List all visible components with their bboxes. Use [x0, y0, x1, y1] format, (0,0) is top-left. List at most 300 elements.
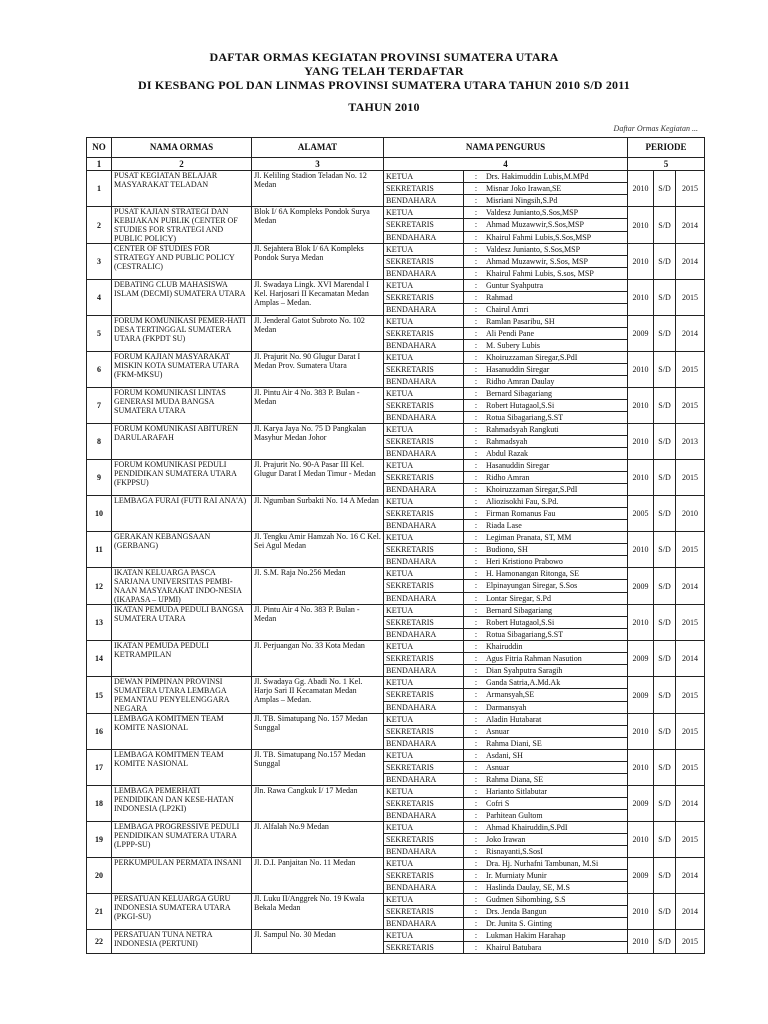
officer-role: KETUA — [384, 244, 464, 256]
officer-name: Budiono, SH — [486, 545, 528, 554]
ormas-name — [112, 858, 252, 894]
officer-name-cell — [464, 580, 628, 592]
officer-role: KETUA — [384, 496, 464, 508]
period-end: 2014 — [676, 316, 705, 352]
officer-name: Armansyah,SE — [486, 690, 535, 700]
officer-name: Khairul Batubara — [486, 943, 542, 952]
colon-separator: : — [474, 847, 478, 856]
ormas-name — [112, 352, 252, 388]
row-number: 4 — [87, 280, 112, 316]
officer-name-cell — [464, 665, 628, 677]
officer-name: Rahmadsyah — [486, 437, 528, 446]
ormas-name — [112, 750, 252, 786]
officer-name: Ahmad Khairuddin,S.PdI — [486, 823, 568, 832]
period-end: 2015 — [676, 280, 705, 316]
header-nama-pengurus: NAMA PENGURUS — [384, 138, 628, 158]
ormas-address — [252, 677, 384, 714]
officer-name-cell — [464, 460, 628, 472]
period-end: 2014 — [676, 568, 705, 605]
row-number: 17 — [87, 750, 112, 786]
officer-name-cell — [464, 436, 628, 448]
officer-name: Elpinayungan Siregar, S.Sos — [486, 581, 578, 591]
ormas-name-text: CENTER OF STUDIES FOR STRATEGY AND PUBLIC POLICY (CESTRALIC) — [114, 244, 235, 271]
colon-separator: : — [474, 521, 478, 530]
officer-role: KETUA — [384, 822, 464, 834]
officer-name: Haslinda Daulay, SE, M.S — [486, 883, 570, 892]
officer-role: SEKRETARIS — [384, 906, 464, 918]
officer-name-cell — [464, 882, 628, 894]
officer-role: KETUA — [384, 894, 464, 906]
officer-role: BENDAHARA — [384, 340, 464, 352]
colon-separator: : — [474, 751, 478, 760]
officer-name-cell — [464, 352, 628, 364]
ormas-address-text: Jln. Rawa Cangkuk I/ 17 Medan — [254, 786, 358, 795]
period-sd: S/D — [654, 424, 676, 460]
officer-name: Misriani Ningsih,S.Pd — [486, 196, 558, 205]
ormas-name — [112, 641, 252, 677]
officer-name-cell — [464, 231, 628, 243]
table-row — [87, 496, 705, 508]
row-number: 12 — [87, 568, 112, 605]
period-end: 2015 — [676, 714, 705, 750]
table-row — [87, 605, 705, 617]
row-number: 1 — [87, 171, 112, 207]
officer-name-cell — [464, 544, 628, 556]
colon-separator: : — [474, 581, 478, 591]
officer-name-cell — [464, 641, 628, 653]
officer-role: SEKRETARIS — [384, 219, 464, 231]
document-title-block — [0, 50, 768, 114]
period-start: 2010 — [628, 532, 654, 568]
ormas-name-text: PERSATUAN KELUARGA GURU INDONESIA SUMATERA UTARA (PKGI-SU) — [114, 894, 231, 921]
officer-role: SEKRETARIS — [384, 400, 464, 412]
table-header-row — [87, 138, 705, 158]
row-number: 21 — [87, 894, 112, 930]
colon-separator: : — [474, 569, 478, 579]
period-sd: S/D — [654, 894, 676, 930]
officer-name: Guntur Syahputra — [486, 281, 544, 290]
officer-name: Khairuddin — [486, 642, 523, 651]
ormas-address-text: Jl. Tengku Amir Hamzah No. 16 C Kel. Sei Agul Medan — [254, 532, 381, 550]
officer-role: SEKRETARIS — [384, 292, 464, 304]
ormas-address — [252, 532, 384, 568]
ormas-name-text: FORUM KOMUNIKASI PEMER-HATI DESA TERTINGGAL SUMATERA UTARA (FKPDT SU) — [114, 316, 246, 343]
officer-name: Asnuar — [486, 763, 510, 772]
row-number: 14 — [87, 641, 112, 677]
row-number: 19 — [87, 822, 112, 858]
officer-role: BENDAHARA — [384, 268, 464, 280]
ormas-name-text: FORUM KOMUNIKASI LINTAS GENERASI MUDA BANGSA SUMATERA UTARA — [114, 388, 226, 415]
ormas-name — [112, 714, 252, 750]
officer-name: Valdesz Junianto, S.Sos,MSP — [486, 245, 581, 254]
officer-name-cell — [464, 424, 628, 436]
officer-name: Khoiruzzaman Siregar,S.PdI — [486, 485, 578, 494]
ormas-name-text: DEWAN PIMPINAN PROVINSI SUMATERA UTARA LEMBAGA PEMANTAU PENYELENGGARA NEGARA — [114, 677, 230, 713]
officer-name-cell — [464, 328, 628, 340]
officer-name-cell — [464, 617, 628, 629]
officer-name: Heri Kristiono Prabowo — [486, 557, 563, 566]
colon-separator: : — [474, 341, 478, 350]
colon-separator: : — [474, 485, 478, 494]
officer-name-cell — [464, 858, 628, 870]
ormas-address — [252, 822, 384, 858]
ormas-name-text: IKATAN KELUARGA PASCA SARJANA UNIVERSITAS PEMBI-NAAN MASYARAKAT INDO-NESIA (IKAPASA – UPMI) — [114, 568, 242, 604]
officer-name: Khairul Fahmi Lubis,S.Sos,MSP — [486, 232, 592, 242]
ormas-name-text: LEMBAGA KOMITMEN TEAM KOMITE NASIONAL — [114, 750, 224, 768]
officer-name-cell — [464, 448, 628, 460]
period-start: 2010 — [628, 388, 654, 424]
header-nama-ormas: NAMA ORMAS — [112, 138, 252, 158]
officer-role: BENDAHARA — [384, 231, 464, 243]
officer-name-cell — [464, 207, 628, 219]
officer-role: SEKRETARIS — [384, 544, 464, 556]
officer-name-cell — [464, 364, 628, 376]
officer-name: Ridho Amran Daulay — [486, 377, 555, 386]
ormas-name — [112, 894, 252, 930]
period-sd: S/D — [654, 750, 676, 786]
officer-role: BENDAHARA — [384, 412, 464, 424]
officer-name: Rahma Diani, SE — [486, 739, 542, 748]
officer-name-cell — [464, 762, 628, 774]
officer-role: KETUA — [384, 641, 464, 653]
colon-separator: : — [474, 449, 478, 458]
colon-separator: : — [474, 907, 478, 916]
ormas-address — [252, 894, 384, 930]
officer-name-cell — [464, 532, 628, 544]
colon-separator: : — [474, 473, 478, 482]
ormas-address — [252, 858, 384, 894]
officer-role: SEKRETARIS — [384, 653, 464, 665]
row-number: 9 — [87, 460, 112, 496]
officer-name-cell — [464, 942, 628, 954]
row-number: 10 — [87, 496, 112, 532]
title-line-2: YANG TELAH TERDAFTAR — [304, 64, 464, 78]
officer-name-cell — [464, 846, 628, 858]
officer-name-cell — [464, 918, 628, 930]
period-end: 2014 — [676, 207, 705, 244]
period-start: 2010 — [628, 244, 654, 280]
table-row — [87, 388, 705, 400]
period-end: 2014 — [676, 641, 705, 677]
period-end: 2015 — [676, 388, 705, 424]
ormas-name — [112, 424, 252, 460]
officer-name-cell — [464, 677, 628, 689]
colon-separator: : — [474, 775, 478, 784]
officer-role: KETUA — [384, 352, 464, 364]
period-end: 2014 — [676, 894, 705, 930]
period-sd: S/D — [654, 171, 676, 207]
period-sd: S/D — [654, 930, 676, 954]
table-row — [87, 171, 705, 183]
ormas-name-text: FORUM KOMUNIKASI ABITUREN DARULARAFAH — [114, 424, 239, 442]
period-sd: S/D — [654, 316, 676, 352]
colon-separator: : — [474, 545, 478, 554]
table-body — [87, 171, 705, 954]
row-number: 13 — [87, 605, 112, 641]
ormas-address — [252, 207, 384, 244]
period-end: 2015 — [676, 677, 705, 714]
officer-role: SEKRETARIS — [384, 328, 464, 340]
officer-role: SEKRETARIS — [384, 472, 464, 484]
officer-role: KETUA — [384, 171, 464, 183]
period-end: 2010 — [676, 496, 705, 532]
period-start: 2010 — [628, 930, 654, 954]
officer-role: BENDAHARA — [384, 195, 464, 207]
colon-separator: : — [474, 172, 478, 181]
officer-name: Lontar Siregar, S.Pd — [486, 593, 552, 603]
officer-name-cell — [464, 568, 628, 580]
colon-separator: : — [474, 232, 478, 242]
officer-role: BENDAHARA — [384, 846, 464, 858]
period-start: 2010 — [628, 894, 654, 930]
officer-name: Drs. Hakimuddin Lubis,M.MPd — [486, 172, 589, 181]
officer-name: Rotua Sibagariang,S.ST — [486, 630, 564, 639]
officer-name: Ahmad Muzawwir,S.Sos,MSP — [486, 220, 584, 230]
officer-name-cell — [464, 556, 628, 568]
period-end: 2013 — [676, 424, 705, 460]
officer-name-cell — [464, 376, 628, 388]
officer-role: BENDAHARA — [384, 484, 464, 496]
row-number: 7 — [87, 388, 112, 424]
ormas-name — [112, 388, 252, 424]
colon-separator: : — [474, 702, 478, 712]
officer-name: Bernard Sibagariang — [486, 606, 552, 615]
row-number: 8 — [87, 424, 112, 460]
column-number: 4 — [384, 158, 628, 171]
officer-name-cell — [464, 484, 628, 496]
ormas-name-text: GERAKAN KEBANGSAAN (GERBANG) — [114, 532, 211, 550]
row-number: 2 — [87, 207, 112, 244]
colon-separator: : — [474, 377, 478, 386]
officer-name: Legiman Pranata, ST, MM — [486, 533, 572, 542]
ormas-name-text: LEMBAGA PEMERHATI PENDIDIKAN DAN KESE-HATAN INDONESIA (LP2KI) — [114, 786, 234, 813]
colon-separator: : — [474, 305, 478, 314]
ormas-name-text: IKATAN PEMUDA PEDULI KETRAMPILAN — [114, 641, 209, 659]
officer-role: KETUA — [384, 424, 464, 436]
period-sd: S/D — [654, 605, 676, 641]
officer-role: KETUA — [384, 532, 464, 544]
colon-separator: : — [474, 895, 478, 904]
officer-role: KETUA — [384, 677, 464, 689]
officer-role: SEKRETARIS — [384, 256, 464, 268]
colon-separator: : — [474, 533, 478, 542]
officer-role: BENDAHARA — [384, 376, 464, 388]
colon-separator: : — [474, 823, 478, 832]
table-row — [87, 930, 705, 942]
colon-separator: : — [474, 883, 478, 892]
colon-separator: : — [474, 269, 478, 278]
officer-name-cell — [464, 171, 628, 183]
row-number: 11 — [87, 532, 112, 568]
officer-name-cell — [464, 786, 628, 798]
period-sd: S/D — [654, 352, 676, 388]
period-start: 2009 — [628, 677, 654, 714]
colon-separator: : — [474, 727, 478, 736]
ormas-name — [112, 496, 252, 532]
officer-name: Joko Irawan — [486, 835, 526, 844]
colon-separator: : — [474, 184, 478, 193]
table-row — [87, 641, 705, 653]
officer-name-cell — [464, 292, 628, 304]
officer-name: Khairul Fahmi Lubis, S.sos, MSP — [486, 269, 594, 278]
officer-name-cell — [464, 906, 628, 918]
ormas-name-text: LEMBAGA PROGRESSIVE PEDULI PENDIDIKAN SUMATERA UTARA (LPPP-SU) — [114, 822, 240, 849]
period-end: 2015 — [676, 532, 705, 568]
officer-name: Aladin Hutabarat — [486, 715, 542, 724]
ormas-name — [112, 930, 252, 954]
officer-name-cell — [464, 316, 628, 328]
period-start: 2010 — [628, 750, 654, 786]
period-end: 2015 — [676, 822, 705, 858]
ormas-name — [112, 605, 252, 641]
period-sd: S/D — [654, 207, 676, 244]
officer-name-cell — [464, 738, 628, 750]
officer-name: Gudmen Sihombing, S.S — [486, 895, 566, 904]
officer-name-cell — [464, 508, 628, 520]
header-no: NO — [87, 138, 112, 158]
officer-role: SEKRETARIS — [384, 726, 464, 738]
colon-separator: : — [474, 329, 478, 338]
table-row — [87, 858, 705, 870]
officer-role: BENDAHARA — [384, 520, 464, 532]
officer-name-cell — [464, 834, 628, 846]
column-number: 3 — [252, 158, 384, 171]
period-start: 2010 — [628, 714, 654, 750]
officer-name: Rahmad — [486, 293, 513, 302]
officer-name: Drs. Jenda Bangun — [486, 907, 547, 916]
ormas-address-text: Jl. Pintu Air 4 No. 383 P. Bulan - Medan — [254, 388, 360, 406]
officer-role: BENDAHARA — [384, 882, 464, 894]
officer-name-cell — [464, 714, 628, 726]
ormas-address — [252, 568, 384, 605]
period-start: 2010 — [628, 352, 654, 388]
officer-name-cell — [464, 244, 628, 256]
officer-name: Valdesz Junianto,S.Sos,MSP — [486, 208, 579, 218]
column-number: 1 — [87, 158, 112, 171]
table-row — [87, 244, 705, 256]
ormas-address-text: Jl. S.M. Raja No.256 Medan — [254, 568, 346, 577]
officer-role: KETUA — [384, 280, 464, 292]
officer-name-cell — [464, 520, 628, 532]
colon-separator: : — [474, 353, 478, 362]
ormas-address — [252, 641, 384, 677]
period-start: 2009 — [628, 316, 654, 352]
colon-separator: : — [474, 799, 478, 808]
officer-role: BENDAHARA — [384, 304, 464, 316]
colon-separator: : — [474, 835, 478, 844]
ormas-name — [112, 171, 252, 207]
officer-role: KETUA — [384, 858, 464, 870]
officer-name: M. Subery Lubis — [486, 341, 540, 350]
row-number: 6 — [87, 352, 112, 388]
table-row — [87, 280, 705, 292]
officer-name: Robert Hutagaol,S.Si — [486, 618, 555, 627]
officer-name-cell — [464, 412, 628, 424]
period-sd: S/D — [654, 568, 676, 605]
ormas-address-text: Jl. Perjuangan No. 33 Kota Medan — [254, 641, 365, 650]
officer-name-cell — [464, 870, 628, 882]
header-alamat: ALAMAT — [252, 138, 384, 158]
table-row — [87, 568, 705, 580]
row-number: 22 — [87, 930, 112, 954]
officer-name-cell — [464, 592, 628, 604]
officer-role: KETUA — [384, 930, 464, 942]
officer-name: Rahma Diana, SE — [486, 775, 544, 784]
ormas-name-text: PUSAT KEGIATAN BELAJAR MASYARAKAT TELADAN — [114, 171, 218, 189]
period-start: 2005 — [628, 496, 654, 532]
colon-separator: : — [474, 666, 478, 675]
colon-separator: : — [474, 859, 478, 868]
table-row — [87, 316, 705, 328]
period-start: 2010 — [628, 424, 654, 460]
ormas-name — [112, 786, 252, 822]
colon-separator: : — [474, 871, 478, 880]
ormas-address-text: Jl. Sejahtera Blok I/ 6A Kompleks Pondok Surya Medan — [254, 244, 364, 262]
officer-role: BENDAHARA — [384, 665, 464, 677]
ormas-name — [112, 280, 252, 316]
officer-role: SEKRETARIS — [384, 617, 464, 629]
officer-name-cell — [464, 653, 628, 665]
period-start: 2010 — [628, 460, 654, 496]
officer-name-cell — [464, 726, 628, 738]
officer-name: Asnuar — [486, 727, 510, 736]
table-row — [87, 424, 705, 436]
colon-separator: : — [474, 787, 478, 796]
officer-name-cell — [464, 930, 628, 942]
ormas-name-text: PERSATUAN TUNA NETRA INDONESIA (PERTUNI) — [114, 930, 213, 948]
ormas-name-text: DEBATING CLUB MAHASISWA ISLAM (DECMI) SUMATERA UTARA — [114, 280, 246, 298]
officer-role: BENDAHARA — [384, 448, 464, 460]
period-sd: S/D — [654, 244, 676, 280]
period-sd: S/D — [654, 858, 676, 894]
table-row — [87, 460, 705, 472]
ormas-name — [112, 532, 252, 568]
officer-name-cell — [464, 750, 628, 762]
officer-name-cell — [464, 774, 628, 786]
officer-name: Rahmadsyah Rangkuti — [486, 425, 559, 434]
officer-name: H. Hamonangan Ritonga, SE — [486, 569, 580, 579]
colon-separator: : — [474, 557, 478, 566]
colon-separator: : — [474, 739, 478, 748]
ormas-address-text: Jl. Prajurit No. 90-A Pasar III Kel. Glugur Darat I Medan Timur - Medan — [254, 460, 376, 478]
colon-separator: : — [474, 293, 478, 302]
period-end: 2015 — [676, 352, 705, 388]
officer-role: SEKRETARIS — [384, 580, 464, 592]
officer-role: BENDAHARA — [384, 701, 464, 713]
title-line-3: DI KESBANG POL DAN LINMAS PROVINSI SUMATERA UTARA TAHUN 2010 S/D 2011 — [138, 78, 630, 92]
ormas-address — [252, 171, 384, 207]
period-end: 2014 — [676, 244, 705, 280]
ormas-address — [252, 244, 384, 280]
row-number: 15 — [87, 677, 112, 714]
ormas-address-text: Jl. TB. Simatupang No. 157 Medan Sunggal — [254, 714, 368, 732]
officer-role: KETUA — [384, 460, 464, 472]
table-row — [87, 786, 705, 798]
colon-separator: : — [474, 618, 478, 627]
officer-name: Hasanuddin Siregar — [486, 365, 550, 374]
officer-name: Lukman Hakim Harahap — [486, 931, 566, 940]
officer-role: SEKRETARIS — [384, 870, 464, 882]
officer-role: SEKRETARIS — [384, 689, 464, 701]
officer-name-cell — [464, 183, 628, 195]
officer-role: SEKRETARIS — [384, 364, 464, 376]
ormas-address — [252, 930, 384, 954]
officer-name-cell — [464, 472, 628, 484]
ormas-address-text: Jl. Luku II/Anggrek No. 19 Kwala Bekala Medan — [254, 894, 365, 912]
officer-name-cell — [464, 388, 628, 400]
period-sd: S/D — [654, 641, 676, 677]
officer-name-cell — [464, 340, 628, 352]
